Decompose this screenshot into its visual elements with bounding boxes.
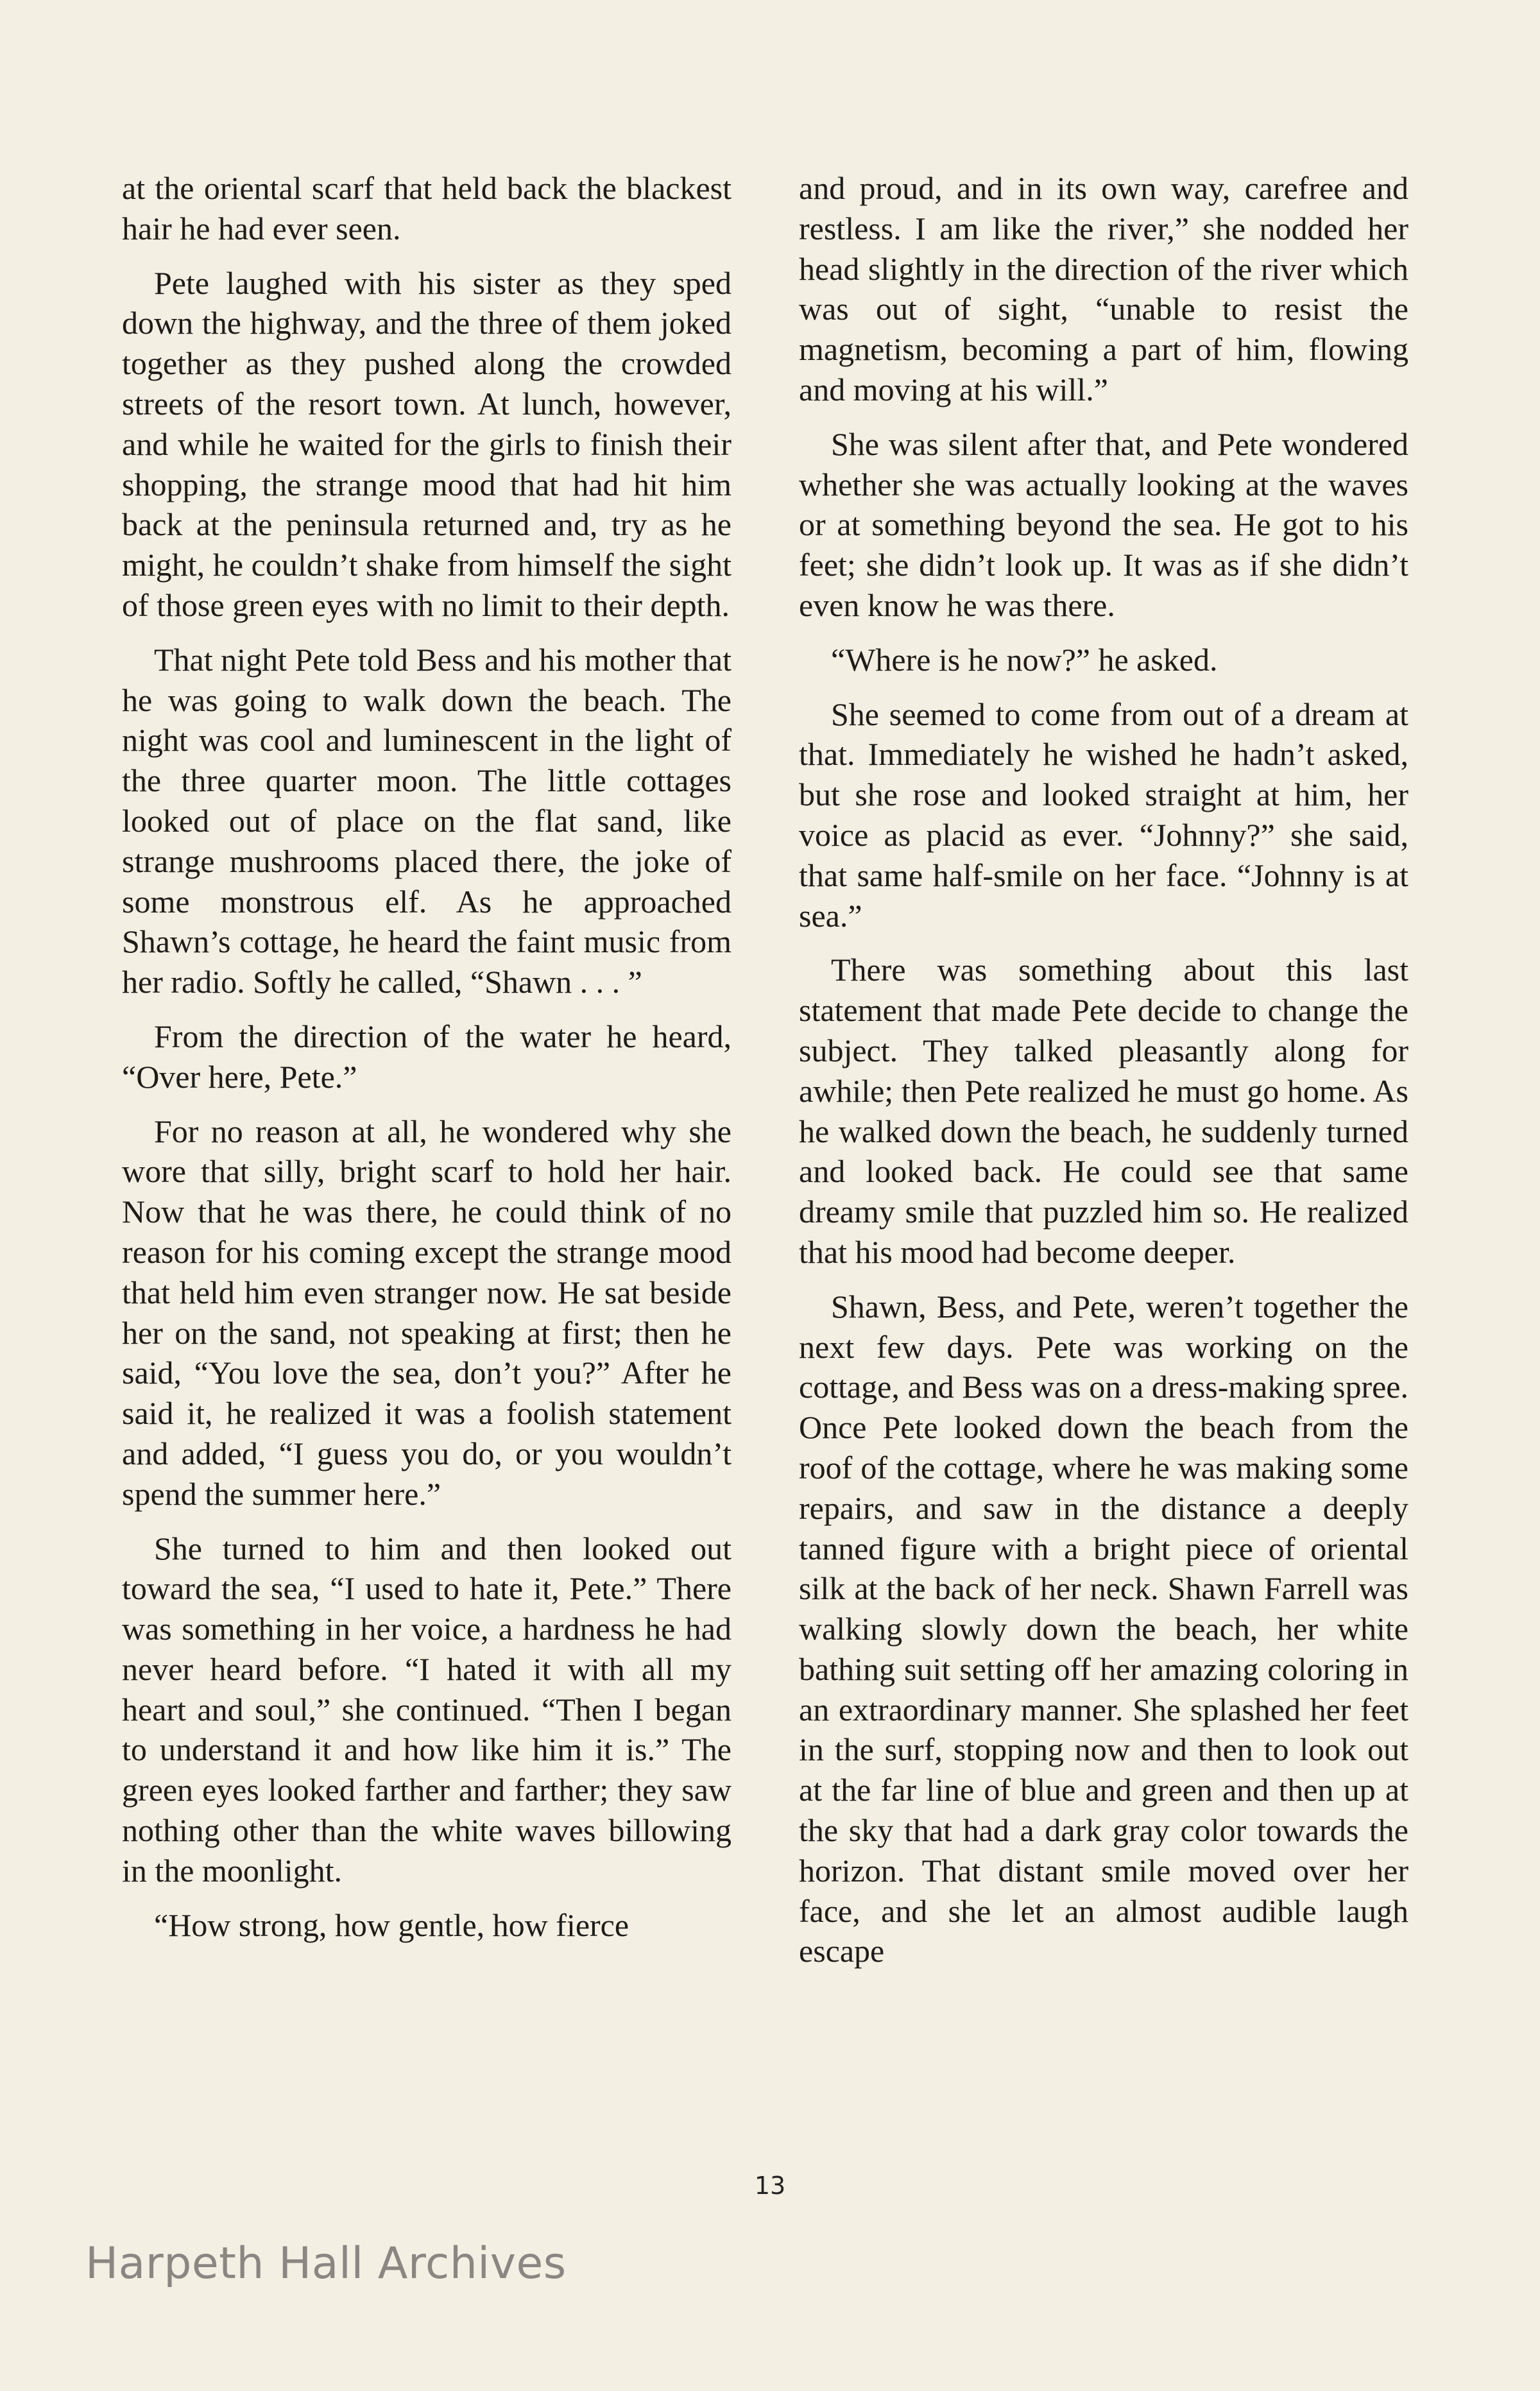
- right-paragraph-2: She was silent after that, and Pete wondered whether she was actually looking at the waves or at something beyond the sea. He got to his feet; she didn’t look up. It was as if she didn’t even know he was there.: [799, 425, 1408, 623]
- right-paragraph-1: and proud, and in its own way, carefree and restless. I am like the river,” she nodded her head slightly in the direction of the river which was out of sight, “unable to resist the magnetism, becoming a part of him, flowing and moving at his will.”: [799, 170, 1408, 407]
- left-column: [122, 168, 732, 1959]
- left-paragraph-4: From the direction of the water he heard, “Over here, Pete.”: [122, 1018, 732, 1095]
- archive-watermark: Harpeth Hall Archives: [85, 2238, 567, 2289]
- page-number: 13: [754, 2172, 786, 2200]
- right-paragraph-5: There was something about this last statement that made Pete decide to change the subject. They talked pleasantly along for awhile; then Pete realized he must go home. As he walked down the beach, he suddenly turned and looked back. He could see that same dreamy smile that puzzled him so. He realized that his mood had become deeper.: [799, 952, 1408, 1270]
- left-paragraph-5: For no reason at all, he wondered why she wore that silly, bright scarf to hold her hair. Now that he was there, he could think of no reason for his coming except the strange mood that held him even stranger now. He sat beside her on the sand, not speaking at first; then he said, “You love the sea, don’t you?” After he said it, he realized it was a foolish statement and added, “I guess you do, or you wouldn’t spend the summer here.”: [122, 1113, 732, 1512]
- left-paragraph-7: “How strong, how gentle, how fierce: [154, 1907, 629, 1943]
- left-paragraph-3: That night Pete told Bess and his mother that he was going to walk down the beach. The night was cool and luminescent in the light of the three quarter moon. The little cottages looked out of place on the flat sand, like strange mushrooms placed there, the joke of some monstrous elf. As he approached Shawn’s cottage, he heard the faint music from her radio. Softly he called, “Shawn . . . ”: [122, 641, 732, 1000]
- right-paragraph-4: She seemed to come from out of a dream at that. Immediately he wished he hadn’t asked, but she rose and looked straight at him, her voice as placid as ever. “Johnny?” she said, that same half-smile on her face. “Johnny is at sea.”: [799, 696, 1408, 934]
- left-paragraph-2: Pete laughed with his sister as they sped down the highway, and the three of them joked together as they pushed along the crowded streets of the resort town. At lunch, however, and while he waited for the girls to finish their shopping, the strange mood that had hit him back at the peninsula returned and, try as he might, he couldn’t shake from himself the sight of those green eyes with no limit to their depth.: [122, 264, 732, 623]
- left-paragraph-1: at the oriental scarf that held back the blackest hair he had ever seen.: [122, 170, 732, 246]
- left-paragraph-6: She turned to him and then looked out toward the sea, “I used to hate it, Pete.” There was something in her voice, a hardness he had never heard before. “I hated it with all my heart and soul,” she continued. “Then I began to understand it and how like him it is.” The green eyes looked farther and farther; they saw nothing other than the white waves billowing in the moonlight.: [122, 1530, 732, 1889]
- right-paragraph-3: “Where is he now?” he asked.: [831, 641, 1218, 678]
- right-column: [799, 168, 1408, 1985]
- right-paragraph-6: Shawn, Bess, and Pete, weren’t together the next few days. Pete was working on the cottage, and Bess was on a dress-making spree. Once Pete looked down the beach from the roof of the cottage, where he was making some repairs, and saw in the distance a deeply tanned figure with a bright piece of oriental silk at the back of her neck. Shawn Farrell was walking slowly down the beach, her white bathing suit setting off her amazing coloring in an extraordinary manner. She splashed her feet in the surf, stopping now and then to look out at the far line of blue and green and then up at the sky that had a dark gray color towards the horizon. That distant smile moved over her face, and she let an almost audible laugh escape: [799, 1288, 1408, 1969]
